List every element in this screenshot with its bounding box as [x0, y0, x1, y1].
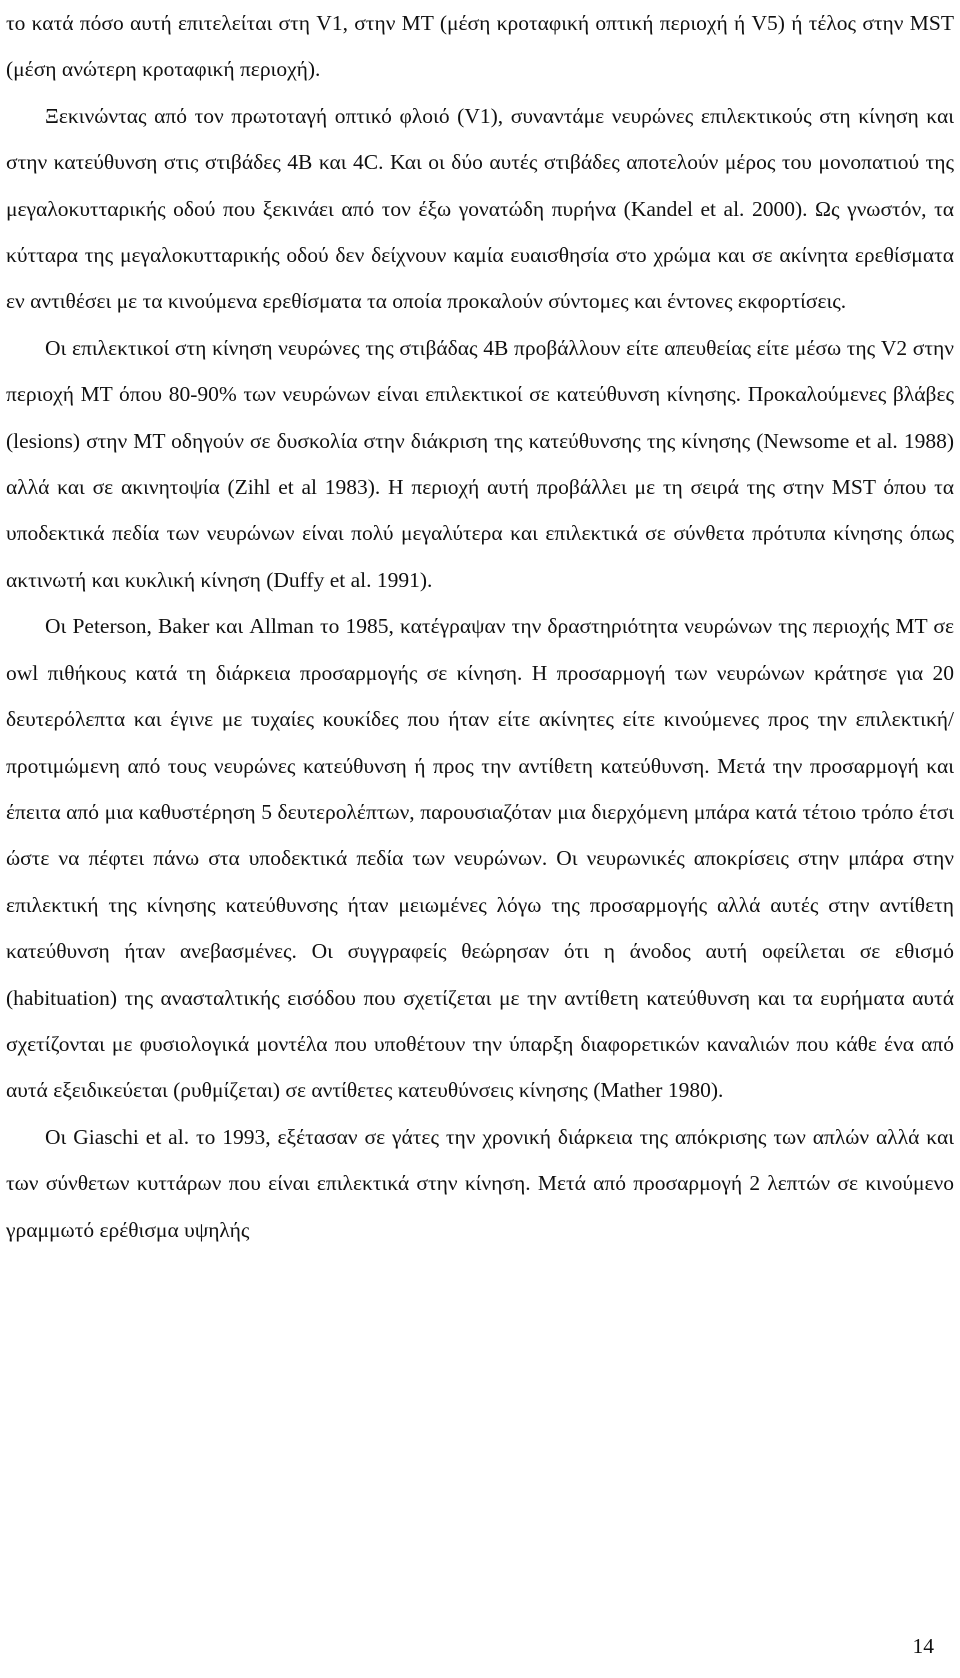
paragraph-continuation: το κατά πόσο αυτή επιτελείται στη V1, στην MT (μέση κροταφική οπτική περιοχή ή V5) ή τέλος στην MST (μέση ανώτερη κροταφική περιοχή).: [6, 11, 954, 82]
paragraph-v1-layers: Ξεκινώντας από τον πρωτοταγή οπτικό φλοιό (V1), συναντάμε νευρώνες επιλεκτικούς στη κίνηση και στην κατεύθυνση στις στιβάδες 4B και 4C. Και οι δύο αυτές στιβάδες αποτελούν μέρος του μονοπατιού της μεγαλοκυτταρικής οδού που ξεκινάει από τον έξω γονατώδη πυρήνα (Kandel et al. 2000). Ως γνωστόν, τα κύτταρα της μεγαλοκυτταρικής οδού δεν δείχνουν καμία ευαισθησία στο χρώμα και σε ακίνητα ερεθίσματα εν αντιθέσει με τα κινούμενα ερεθίσματα τα οποία προκαλούν σύντομες και έντονες εκφορτίσεις.: [6, 103, 954, 314]
body-text: [6, 0, 954, 1253]
paragraph-peterson-study: Οι Peterson, Baker και Allman το 1985, κατέγραψαν την δραστηριότητα νευρώνων της περιοχής MT σε owl πιθήκους κατά τη διάρκεια προσαρμογής σε κίνηση. Η προσαρμογή των νευρώνων κράτησε για 20 δευτερόλεπτα και έγινε με τυχαίες κουκίδες που ήταν είτε ακίνητες είτε κινούμενες προς την επιλεκτική/προτιμώμενη από τους νευρώνες κατεύθυνση ή προς την αντίθετη κατεύθυνση. Μετά την προσαρμογή και έπειτα από μια καθυστέρηση 5 δευτερολέπτων, παρουσιαζόταν μια διερχόμενη μπάρα κατά τέτοιο τρόπο έτσι ώστε να πέφτει πάνω στα υποδεκτικά πεδία των νευρώνων. Οι νευρωνικές αποκρίσεις στην μπάρα στην επιλεκτική της κίνησης κατεύθυνσης ήταν μειωμένες λόγω της προσαρμογής αλλά αυτές στην αντίθετη κατεύθυνση ήταν ανεβασμένες. Οι συγγραφείς θεώρησαν ότι η άνοδος αυτή οφείλεται σε εθισμό (habituation) της ανασταλτικής εισόδου που σχετίζεται με την αντίθετη κατεύθυνση και τα ευρήματα αυτά σχετίζονται με φυσιολογικά μοντέλα που υποθέτουν την ύπαρξη διαφορετικών καναλιών που κάθε ένα από αυτά εξειδικεύεται (ρυθμίζεται) σε αντίθετες κατευθύνσεις κίνησης (Mather 1980).: [6, 614, 954, 1103]
page-number: 14: [912, 1634, 934, 1658]
paragraph-giaschi-study: Οι Giaschi et al. το 1993, εξέτασαν σε γάτες την χρονική διάρκεια της απόκρισης των απλών αλλά και των σύνθετων κυττάρων που είναι επιλεκτικά στην κίνηση. Μετά από προσαρμογή 2 λεπτών σε κινούμενο γραμμωτό ερέθισμα υψηλής: [6, 1124, 954, 1242]
paragraph-mt-projection: Οι επιλεκτικοί στη κίνηση νευρώνες της στιβάδας 4B προβάλλουν είτε απευθείας είτε μέσω της V2 στην περιοχή MT όπου 80-90% των νευρώνων είναι επιλεκτικοί σε κατεύθυνση κίνησης. Προκαλούμενες βλάβες (lesions) στην MT οδηγούν σε δυσκολία στην διάκριση της κατεύθυνσης της κίνησης (Newsome et al. 1988) αλλά και σε ακινητοψία (Zihl et al 1983). Η περιοχή αυτή προβάλλει με τη σειρά της στην MST όπου τα υποδεκτικά πεδία των νευρώνων είναι πολύ μεγαλύτερα και επιλεκτικά σε σύνθετα πρότυπα κίνησης όπως ακτινωτή και κυκλική κίνηση (Duffy et al. 1991).: [6, 335, 954, 592]
